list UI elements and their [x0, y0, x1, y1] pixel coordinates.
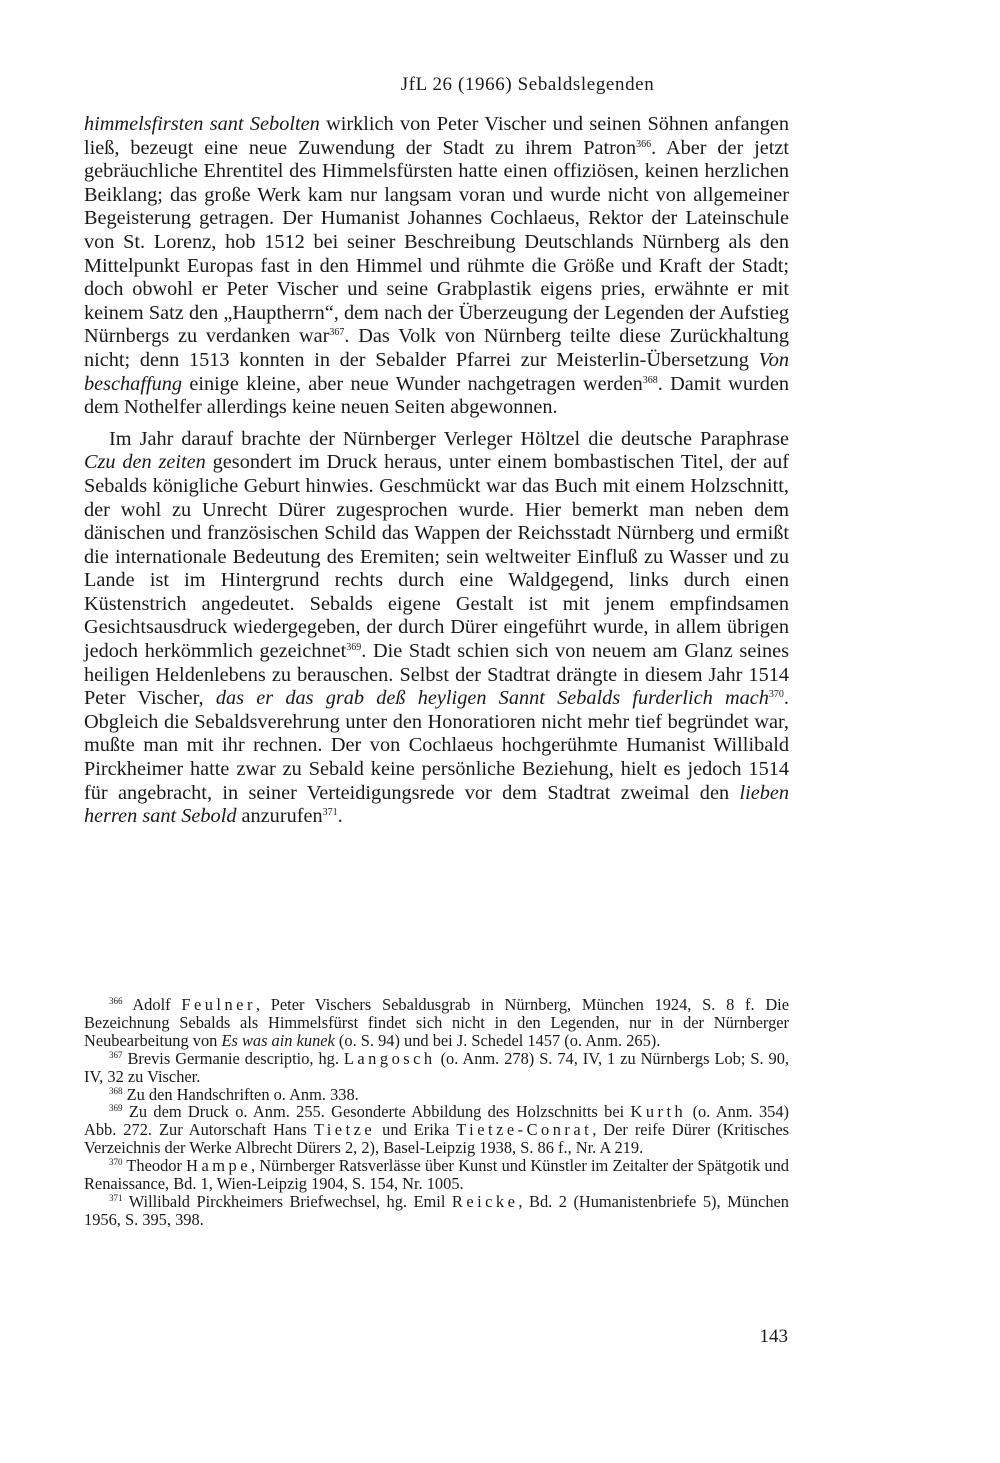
- footnote-367: [84, 1050, 789, 1086]
- text-run: Zu den Handschriften o. Anm. 338.: [122, 1084, 359, 1104]
- author-name: Tietze: [313, 1120, 376, 1140]
- footnote-370: [84, 1157, 789, 1193]
- main-text: [84, 113, 789, 829]
- footnote-ref: 371: [109, 1192, 123, 1203]
- text-run: Willibald Pirckheimers Briefwechsel, hg. Emil: [122, 1191, 452, 1211]
- footnote-366: [84, 996, 789, 1050]
- text-run: Im Jahr darauf brachte der Nürnberger Verleger Höltzel die deutsche Paraphrase: [109, 427, 789, 450]
- author-name: Reicke: [451, 1191, 519, 1211]
- paragraph-2: [84, 428, 789, 829]
- footnotes: [84, 996, 789, 1229]
- text-run: . Obgleich die Sebaldsverehrung unter den Honoratioren nicht mehr tief begründet war, mußte man mit ihr rechnen. Der von Cochlaeus hochgerühmte Humanist Willibald Pirckheimer hatte zwar zu Sebald keine persönliche Beziehung, hielt es jedoch 1514 für angebracht, in seiner Verteidigungsrede vor dem Stadtrat zweimal den: [84, 687, 789, 804]
- text-run: (o. S. 94) und bei J. Schedel 1457 (o. Anm. 265).: [334, 1030, 661, 1050]
- text-run: (o. Anm. 354) Abb. 272. Zur Autorschaft Hans: [84, 1102, 789, 1140]
- italic-quote: lieben herren sant Sebold: [84, 781, 789, 828]
- text-run: Theodor: [122, 1156, 187, 1176]
- footnote-ref: 367: [329, 327, 345, 339]
- footnote-369: [84, 1103, 789, 1157]
- text-run: Adolf: [122, 995, 182, 1014]
- text-run: Brevis Germanie descriptio, hg.: [122, 1048, 344, 1068]
- author-name: Tietze-Conrat: [456, 1120, 593, 1140]
- footnote-ref: 370: [109, 1157, 123, 1168]
- italic-quote: Czu den zeiten: [84, 451, 206, 474]
- running-head: JfL 26 (1966) Sebaldslegenden: [400, 74, 655, 95]
- footnote-ref: 369: [109, 1103, 123, 1114]
- italic-quote: Von beschaffung: [84, 348, 789, 395]
- footnote-ref: 367: [109, 1049, 123, 1060]
- italic-quote: himmelsfirsten sant Sebolten: [84, 113, 320, 135]
- text-run: , Bd. 2 (Humanistenbriefe 5), München 1956, S. 395, 398.: [84, 1191, 789, 1229]
- footnote-ref: 371: [322, 807, 338, 819]
- text-run: gesondert im Druck heraus, unter einem bombastischen Titel, der auf Sebalds königliche Geburt hinwies. Geschmückt war das Buch mit einem Holzschnitt, der wohl zu Unrecht Dürer zugesprochen wurde. Hier bemerkt man neben dem dänischen und französischen Schild das Wappen der Reichsstadt Nürnberg und ermißt die internationale Bedeutung des Eremiten; sein weltweiter Einfluß zu Wasser und zu Lande ist im Hintergrund rechts durch eine Waldgegend, links durch einen Küstenstrich angedeutet. Sebalds eigene Gestalt ist mit jenem empfindsamen Gesichtsausdruck wiedergegeben, der durch Dürer eingeführt wurde, in allem übrigen jedoch herkömmlich gezeichnet: [84, 451, 789, 663]
- footnote-ref: 369: [346, 642, 362, 654]
- text-run: und Erika: [375, 1120, 457, 1140]
- text-run: Zu dem Druck o. Anm. 255. Gesonderte Abbildung des Holzschnitts bei: [122, 1102, 631, 1122]
- paragraph-1: [84, 113, 789, 420]
- page-number: 143: [759, 1326, 788, 1347]
- text-run: , Nürnberger Ratsverlässe über Kunst und Künstler im Zeitalter der Spätgotik und Renaissance, Bd. 1, Wien-Leipzig 1904, S. 154, Nr. 1005.: [84, 1156, 789, 1194]
- footnote-ref: 366: [109, 996, 123, 1006]
- text-run: , Peter Vischers Sebaldusgrab in Nürnberg, München 1924, S. 8 f. Die Bezeichnung Sebalds als Himmelsfürst findet sich nicht in den Legenden, nur in der Nürnberger Neubearbeitung von: [84, 995, 789, 1050]
- footnote-ref: 366: [636, 138, 652, 150]
- author-name: Hampe: [186, 1156, 251, 1176]
- text-run: .: [337, 805, 343, 828]
- text-run: , Der reife Dürer (Kritisches Verzeichnis der Werke Albrecht Dürers 2, 2), Basel-Leipzig 1938, S. 86 f., Nr. A 219.: [84, 1120, 789, 1158]
- italic-quote: Es was ain kunek: [221, 1030, 335, 1050]
- italic-quote: das er das grab deß heyligen Sannt Sebalds furderlich mach: [215, 687, 769, 710]
- text-run: . Damit wurden dem Nothelfer allerdings keine neuen Seiten abgewonnen.: [84, 372, 789, 419]
- text-run: . Aber der jetzt gebräuchliche Ehrentitel des Himmelsfürsten hatte einen offiziösen, keinen herzlichen Beiklang; das große Werk kam nur langsam voran und wurde nicht von allgemeiner Begeisterung getragen. Der Humanist Johannes Cochlaeus, Rektor der Lateinschule von St. Lorenz, hob 1512 bei seiner Beschreibung Deutschlands Nürnberg als den Mittelpunkt Europas fast in den Himmel und rühmte die Größe und Kraft der Stadt; doch obwohl er Peter Vischer und seine Grabplastik eigens pries, erwähnte er mit keinem Satz den „Hauptherrn“, dem nach der Überzeugung der Legenden der Aufstieg Nürnbergs zu verdanken war: [84, 136, 789, 348]
- text-run: einige kleine, aber neue Wunder nachgetragen werden: [182, 372, 643, 395]
- author-name: Langosch: [343, 1048, 436, 1068]
- footnote-ref: 370: [768, 689, 784, 701]
- footnote-ref: 368: [109, 1085, 123, 1096]
- footnote-371: [84, 1193, 789, 1229]
- text-run: . Die Stadt schien sich von neuem am Glanz seines heiligen Heldenlebens zu berauschen. Selbst der Stadtrat drängte in diesem Jahr 1514 Peter Vischer,: [84, 640, 789, 710]
- text-run: wirklich von Peter Vischer und seinen Söhnen anfangen ließ, bezeugt eine neue Zuwendung der Stadt zu ihrem Patron: [84, 113, 789, 159]
- text-run: . Das Volk von Nürnberg teilte diese Zurückhaltung nicht; denn 1513 konnten in der Sebalder Pfarrei zur Meisterlin-Übersetzung: [84, 325, 789, 371]
- author-name: Kurth: [630, 1102, 687, 1122]
- footnote-ref: 368: [642, 374, 658, 386]
- text-run: (o. Anm. 278) S. 74, IV, 1 zu Nürnbergs Lob; S. 90, IV, 32 zu Vischer.: [84, 1048, 789, 1086]
- footnote-368: [84, 1086, 789, 1104]
- author-name: Feulner: [181, 995, 256, 1014]
- text-run: anzurufen: [236, 805, 323, 828]
